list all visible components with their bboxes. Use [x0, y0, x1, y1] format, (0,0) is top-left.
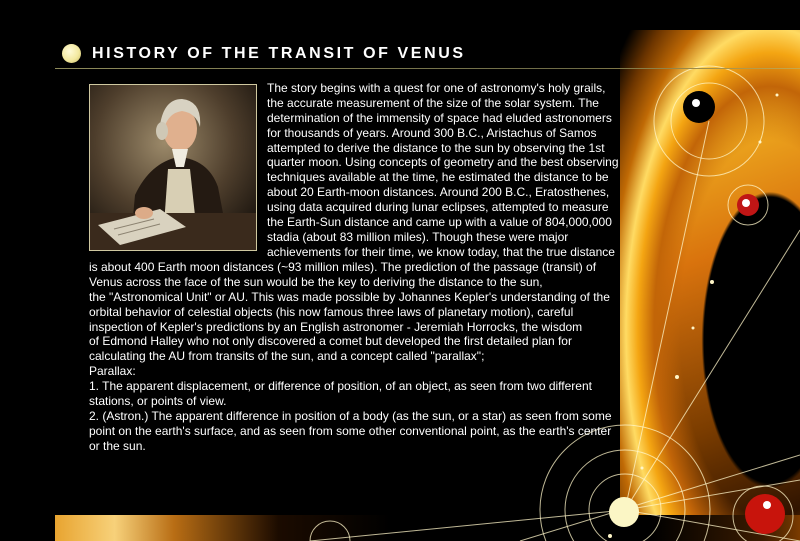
- red-planet-icon: [745, 494, 785, 534]
- article-line: the "Astronomical Unit" or AU. This was made possible by Johannes Kepler's understanding of the: [89, 289, 610, 304]
- star-dot: [675, 375, 679, 379]
- article-line: point on the earth's surface, and as seen from some other conventional point, as the earth's center: [89, 423, 612, 438]
- article-line: stations, or points of view.: [89, 394, 227, 409]
- article-line: 1. The apparent displacement, or difference of position, of an object, as seen from two different: [89, 379, 592, 394]
- article-line: the Earth-Sun distance and came up with a value of 804,000,000: [267, 215, 612, 230]
- article-line: Venus across the face of the sun would be the key to deriving the distance to the sun,: [89, 274, 543, 289]
- article-line: quarter moon. Using concepts of geometry and the best observing: [267, 155, 619, 170]
- sun-icon: [609, 497, 639, 527]
- article-text-full-width: [89, 260, 612, 454]
- article-line: inspection of Kepler's predictions by an English astronomer - Jeremiah Horrocks, the wisdom: [89, 319, 583, 334]
- article-line: using data acquired during lunar eclipses, attempted to measure: [267, 200, 609, 215]
- astronomer-portrait: [89, 84, 257, 251]
- article-line: 2. (Astron.) The apparent difference in position of a body (as the sun, or a star) as seen from some: [89, 408, 612, 423]
- article-line: stadia (about 83 million miles). Though these were major: [267, 229, 569, 244]
- page-title: HISTORY OF THE TRANSIT OF VENUS: [92, 45, 466, 62]
- article-line: The story begins with a quest for one of astronomy's holy grails,: [267, 81, 606, 95]
- article-line: Parallax:: [89, 364, 136, 379]
- dark-planet-icon: [683, 91, 715, 123]
- orbit-line: [625, 230, 800, 510]
- star-dot: [776, 94, 779, 97]
- small-moon-icon: [763, 501, 771, 509]
- orbit-line: [625, 121, 709, 510]
- star-dot: [692, 327, 695, 330]
- orbit-line: [310, 510, 625, 541]
- article-line: or the sun.: [89, 438, 146, 453]
- article-line: of Edmond Halley who not only discovered a comet but developed the first detailed plan for: [89, 334, 572, 349]
- article-line: attempted to derive the distance to the sun by observing the 1st: [267, 140, 605, 155]
- article-line: techniques available at the time, he estimated the distance to be: [267, 170, 609, 185]
- header-bullet-icon: [62, 44, 81, 63]
- article-line: about 20 Earth-moon distances. Around 200 B.C., Eratosthenes,: [267, 185, 610, 200]
- article-line: for thousands of years. Around 300 B.C., Aristachus of Samos: [267, 125, 597, 140]
- star-dot: [641, 467, 644, 470]
- small-moon-icon: [692, 99, 700, 107]
- title-divider: [55, 68, 800, 69]
- star-dot: [608, 534, 612, 538]
- small-moon-icon: [742, 199, 750, 207]
- article-line: the accurate measurement of the size of the solar system. The: [267, 95, 599, 110]
- star-dot: [710, 280, 714, 284]
- article-line: achievements for their time, we know today, that the true distance: [267, 244, 615, 259]
- article-line: is about 400 Earth moon distances (~93 million miles). The prediction of the passage (transit) of: [89, 260, 597, 274]
- article-text-beside-portrait: [267, 81, 619, 260]
- article-line: calculating the AU from transits of the sun, and a concept called "parallax";: [89, 349, 485, 364]
- article-line: determination of the immensity of space had eluded astronomers: [267, 110, 612, 125]
- article-line: orbital behavior of celestial objects (his now famous three laws of planetary motion), careful: [89, 304, 574, 319]
- star-dot: [759, 141, 762, 144]
